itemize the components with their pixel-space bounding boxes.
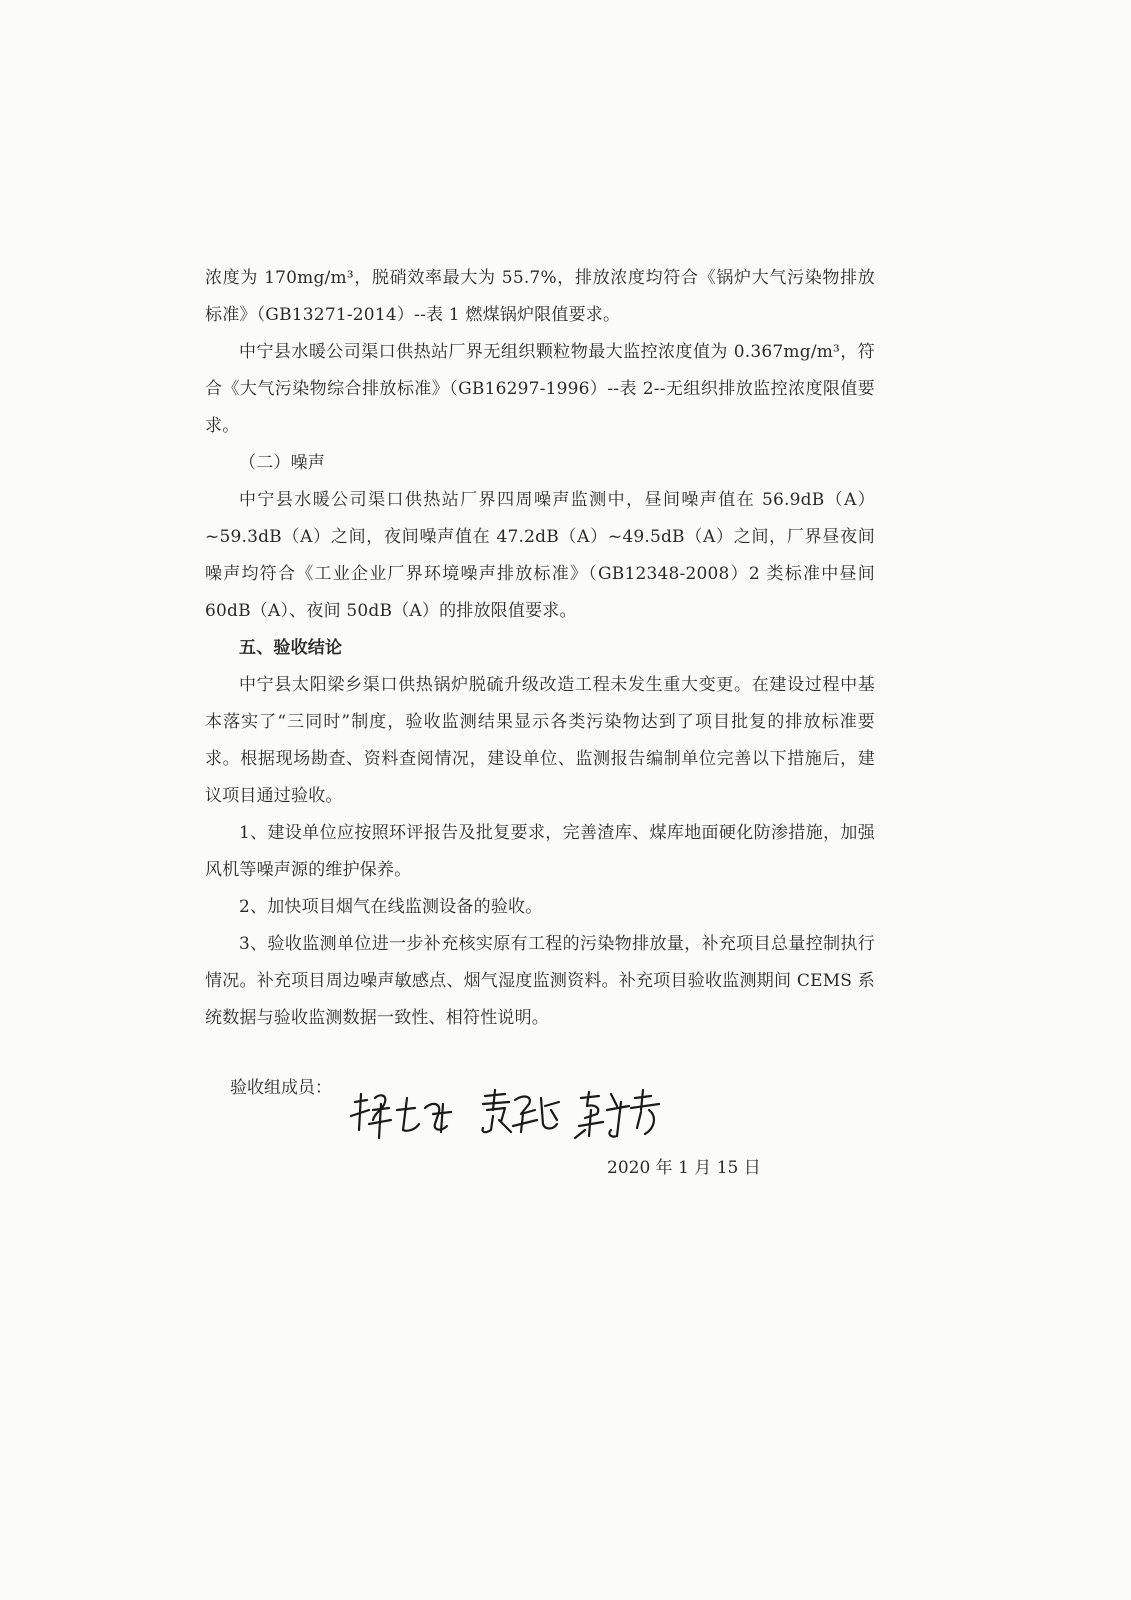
list-item-measure-1: 1、建设单位应按照环评报告及批复要求，完善渣库、煤库地面硬化防渗措施，加强风机等噪声源的维护保养。 xyxy=(205,823,875,880)
paragraph-particulate-monitoring: 中宁县水暖公司渠口供热站厂界无组织颗粒物最大监控浓度值为 0.367mg/m³，符合《大气污染物综合排放标准》（GB16297-1996）--表 2--无组织排放监控浓度限值要求。 xyxy=(205,342,875,436)
list-item-measure-2: 2、加快项目烟气在线监测设备的验收。 xyxy=(239,897,543,917)
list-item-measure-3: 3、验收监测单位进一步补充核实原有工程的污染物排放量，补充项目总量控制执行情况。补充项目周边噪声敏感点、烟气湿度监测资料。补充项目验收监测期间 CEMS 系统数据与验收监测数据一致性、相符性说明。 xyxy=(205,934,875,1028)
paragraph-noise-monitoring: 中宁县水暖公司渠口供热站厂界四周噪声监测中，昼间噪声值在 56.9dB（A）~59.3dB（A）之间，夜间噪声值在 47.2dB（A）~49.5dB（A）之间，厂界昼夜间噪声均符合《工业企业厂界环境噪声排放标准》（GB12348-2008）2 类标准中昼间 60dB（A）、夜间 50dB（A）的排放限值要求。 xyxy=(205,490,875,621)
document-body xyxy=(205,260,875,1037)
section-heading-noise: （二）噪声 xyxy=(239,453,325,473)
paragraph-emission-concentration: 浓度为 170mg/m³，脱硝效率最大为 55.7%，排放浓度均符合《锅炉大气污染物排放标准》（GB13271-2014）--表 1 燃煤锅炉限值要求。 xyxy=(205,268,875,325)
document-date: 2020 年 1 月 15 日 xyxy=(607,1158,761,1178)
handwritten-signatures xyxy=(345,1080,685,1150)
section-heading-conclusion: 五、验收结论 xyxy=(239,638,343,658)
paragraph-conclusion: 中宁县太阳梁乡渠口供热锅炉脱硫升级改造工程未发生重大变更。在建设过程中基本落实了“三同时”制度，验收监测结果显示各类污染物达到了项目批复的排放标准要求。根据现场勘查、资料查阅情况，建设单位、监测报告编制单位完善以下措施后，建议项目通过验收。 xyxy=(205,675,875,806)
signers-label: 验收组成员： xyxy=(230,1078,332,1098)
